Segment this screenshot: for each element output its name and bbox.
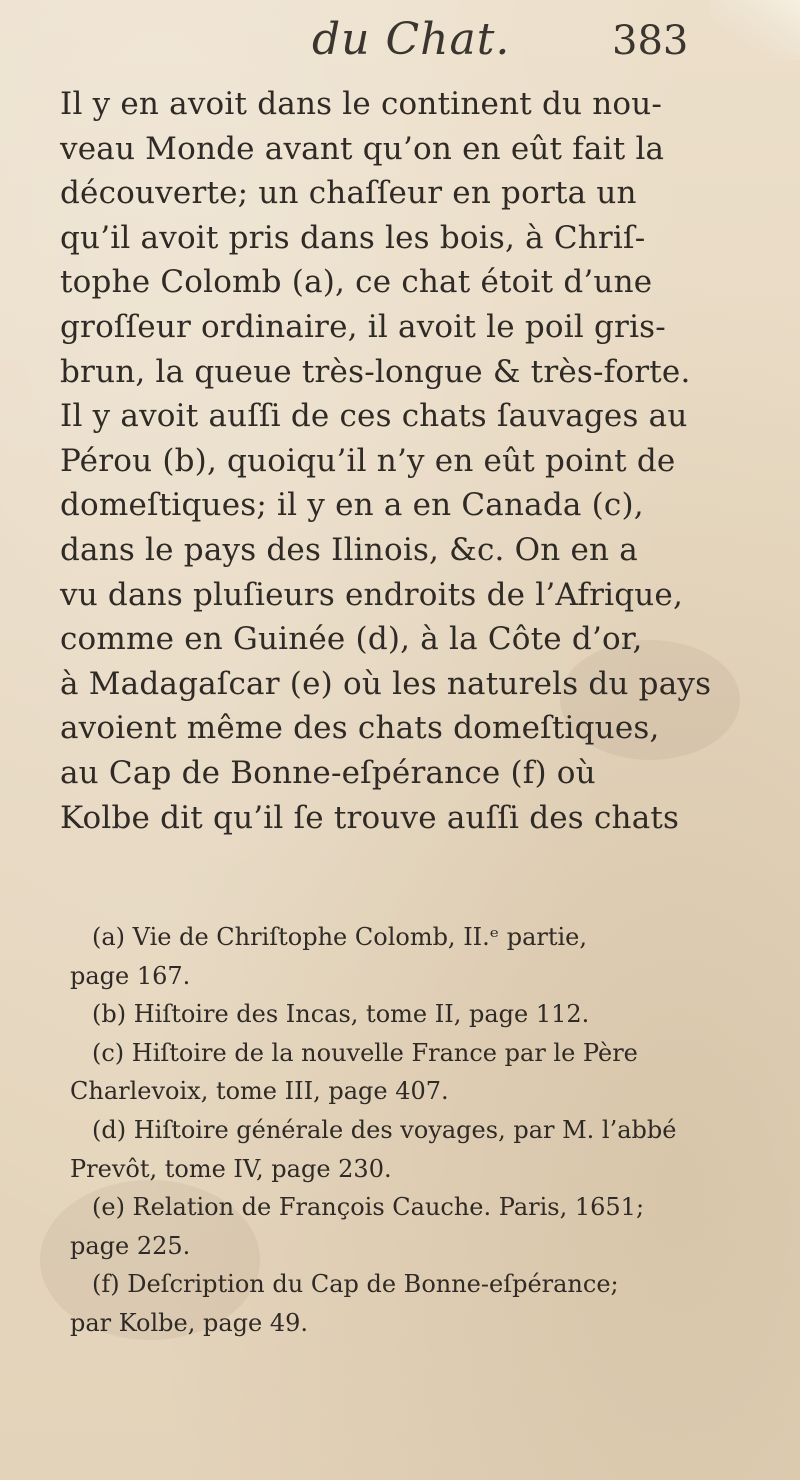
text-line: brun, la queue très-longue & très-forte. [60, 353, 691, 390]
text-line: avoient même des chats domeſtiques, [60, 710, 660, 747]
main-text [60, 82, 775, 840]
text-line: Pérou (b), quoiqu’il n’y en eût point de [60, 442, 676, 479]
text-line: groſſeur ordinaire, il avoit le poil gris- [60, 308, 666, 345]
text-line: à Madagaſcar (e) où les naturels du pays [60, 665, 712, 702]
page-header [0, 14, 800, 74]
running-head: du Chat. [312, 14, 511, 65]
text-line: Il y en avoit dans le continent du nou- [60, 86, 663, 122]
text-line: comme en Guinée (d), à la Côte d’or, [60, 621, 643, 658]
footnote-c-continuation: Charlevoix, tome III, page 407. [70, 1077, 449, 1106]
text-line: vu dans pluſieurs endroits de l’Afrique, [60, 576, 684, 613]
footnote-d-continuation: Prevôt, tome IV, page 230. [70, 1154, 392, 1183]
footnote-f-continuation: par Kolbe, page 49. [70, 1308, 309, 1337]
footnote-a-continuation: page 167. [70, 961, 191, 990]
text-line: au Cap de Bonne-eſpérance (f) où [60, 754, 596, 791]
text-line: dans le pays des Ilinois, &c. On en a [60, 531, 638, 568]
footnote-d: (d) Hiſtoire générale des voyages, par M. l’abbé [92, 1115, 677, 1144]
text-line: veau Monde avant qu’on en eût fait la [60, 130, 665, 167]
text-line: découverte; un chaſſeur en porta un [60, 175, 637, 212]
text-line: Il y avoit auſſi de ces chats ſauvages au [60, 398, 688, 435]
footnote-e-continuation: page 225. [70, 1231, 191, 1260]
text-line: tophe Colomb (a), ce chat étoit d’une [60, 264, 653, 301]
footnote-c: (c) Hiſtoire de la nouvelle France par le Père [92, 1038, 638, 1067]
footnotes [70, 918, 772, 1343]
text-line: domeſtiques; il y en a en Canada (c), [60, 487, 644, 524]
page-number: 383 [612, 18, 689, 64]
footnote-e: (e) Relation de François Cauche. Paris, 1651; [92, 1193, 645, 1222]
text-line: Kolbe dit qu’il ſe trouve auſſi des chats [60, 799, 680, 836]
text-line: qu’il avoit pris dans les bois, à Chriſ- [60, 219, 646, 256]
footnote-f: (f) Deſcription du Cap de Bonne-eſpérance; [92, 1270, 619, 1299]
footnote-a: (a) Vie de Chriſtophe Colomb, II.ᵉ partie, [92, 923, 587, 951]
footnote-b: (b) Hiſtoire des Incas, tome II, page 112. [92, 1000, 590, 1029]
